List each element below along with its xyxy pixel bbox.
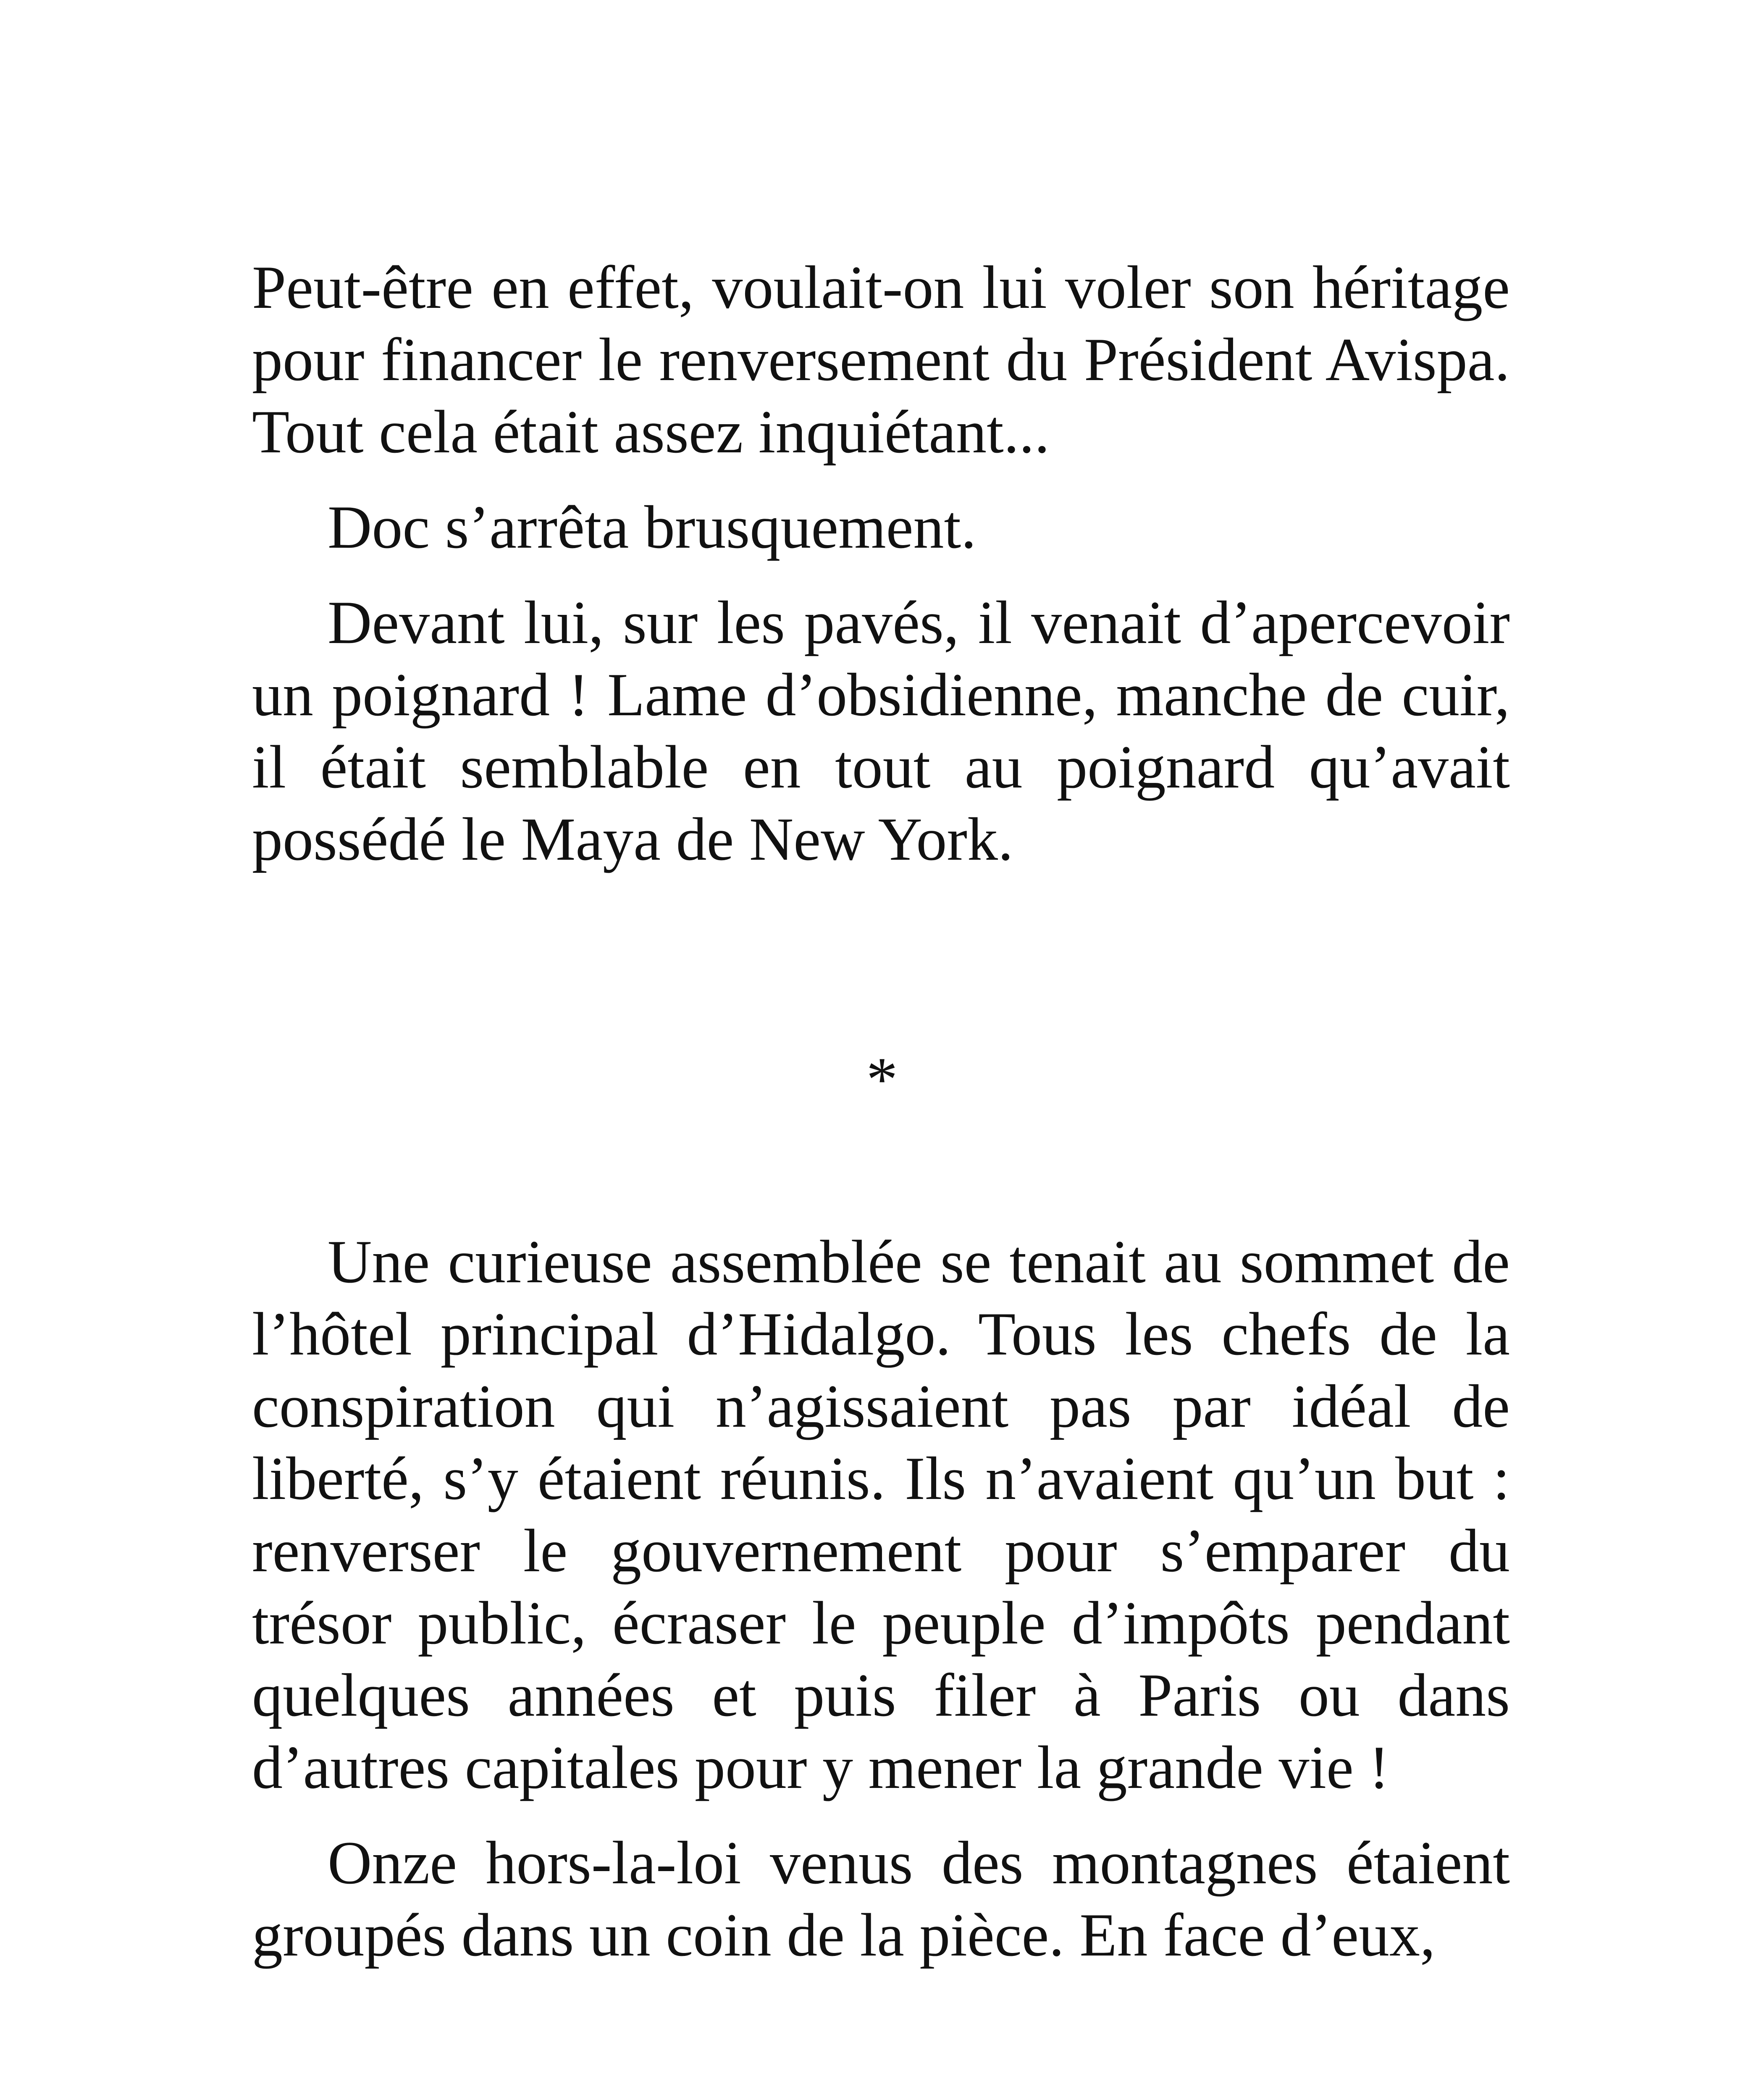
- text-section-after-break: [252, 1226, 1510, 1971]
- section-separator: *: [866, 1045, 898, 1114]
- paragraph: Doc s’arrêta brusquement.: [328, 493, 976, 561]
- paragraph: Onze hors-la-loi venus des montagnes étaient groupés dans un coin de la pièce. En face d’eux,: [252, 1829, 1510, 1969]
- paragraph: Une curieuse assemblée se tenait au sommet de l’hôtel principal d’Hidalgo. Tous les chefs de la conspiration qui n’agissaient pas par idéal de liberté, s’y étaient réunis. Ils n’avaient qu’un but : renverser le gouvernement pour s’emparer du trésor public, écraser le peuple d’impôts pendant quelques années et puis filer à Paris ou dans d’autres capitales pour y mener la grande vie !: [252, 1228, 1510, 1801]
- text-section-before-break: [252, 251, 1510, 875]
- paragraph: Devant lui, sur les pavés, il venait d’apercevoir un poignard ! Lame d’obsidienne, manche de cuir, il était semblable en tout au poignard qu’avait possédé le Maya de New York.: [252, 588, 1510, 873]
- paragraph: Peut-être en effet, voulait-on lui voler son héritage pour financer le renversement du Président Avispa. Tout cela était assez inquiétant...: [252, 253, 1510, 466]
